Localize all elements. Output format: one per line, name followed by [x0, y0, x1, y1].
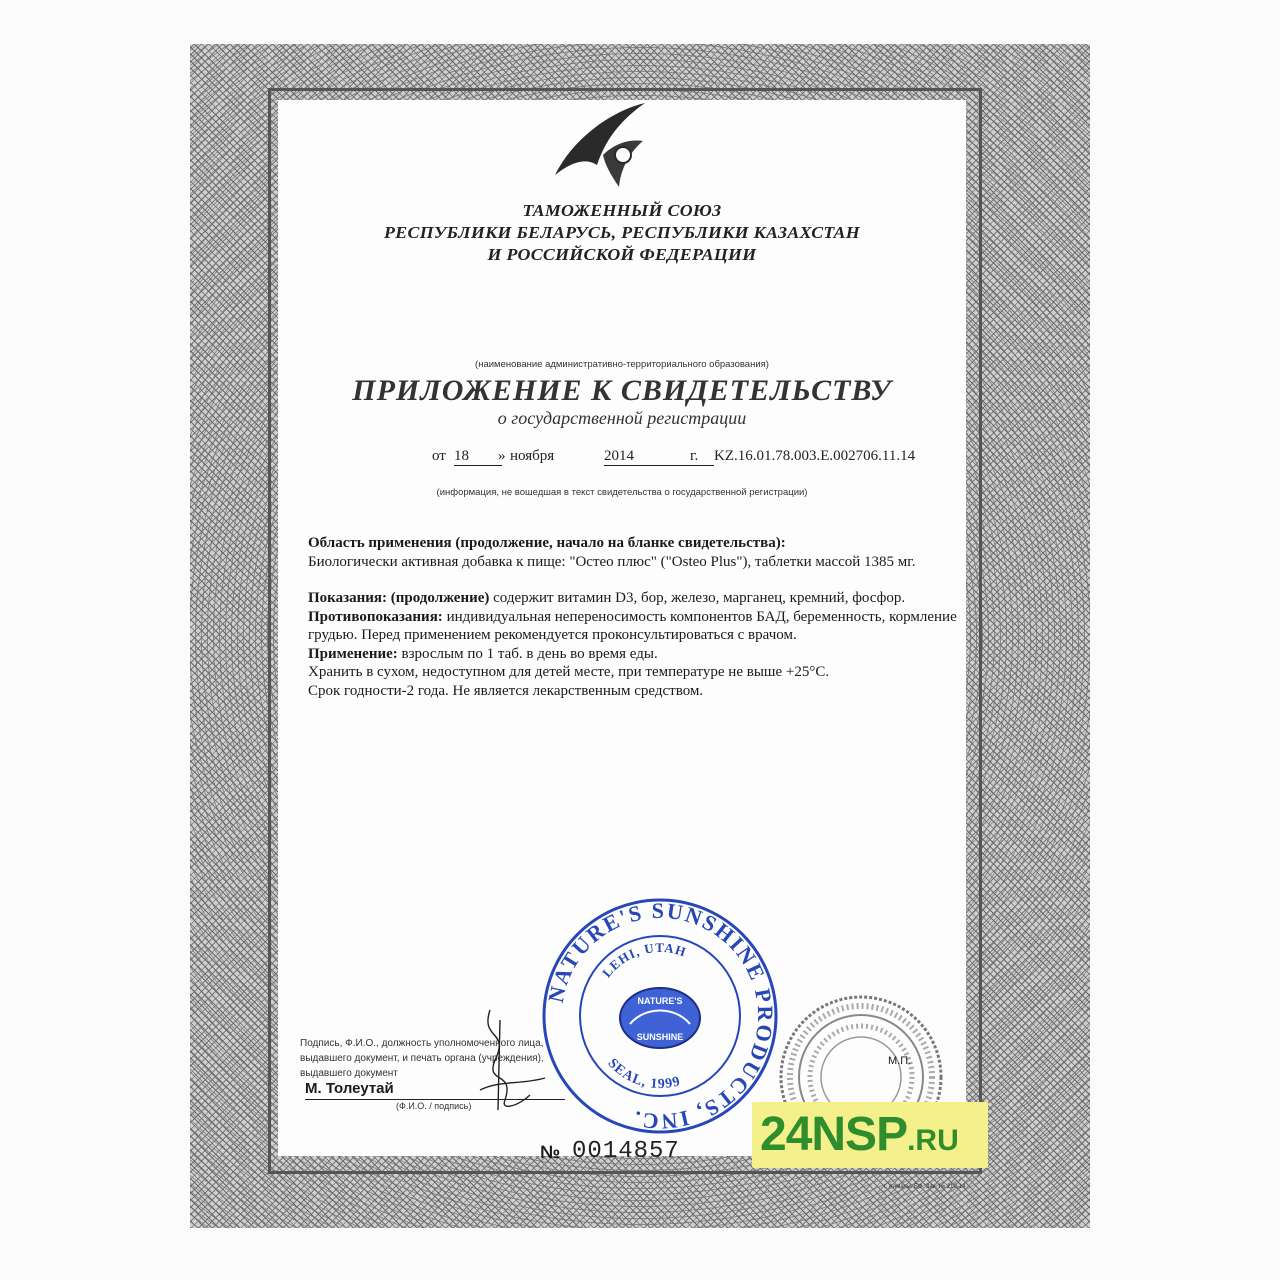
info-caption: (информация, не вошедшая в текст свидетельства о государственной регистрации) — [436, 487, 808, 498]
watermark-domain: .RU — [907, 1124, 959, 1157]
date-year: 2014 — [604, 448, 714, 466]
company-seal-icon — [540, 896, 780, 1136]
seal-inner-top: LEHI, UTAH — [598, 939, 689, 981]
date-month: ноября — [510, 448, 555, 464]
customs-union-emblem-icon — [545, 95, 655, 205]
document-title: ПРИЛОЖЕНИЕ К СВИДЕТЕЛЬСТВУ — [352, 374, 892, 407]
indications-label: Показания: (продолжение) — [308, 590, 490, 606]
date-quote: » — [498, 448, 506, 464]
document-subtitle: о государственной регистрации — [497, 408, 747, 428]
signer-name: М. Толеутай — [305, 1080, 565, 1100]
seal-inner-bottom: SEAL, 1999 — [604, 1055, 683, 1093]
form-number: 0014857 — [572, 1138, 680, 1165]
issuer-header — [278, 200, 966, 266]
contraindications-text: индивидуальная непереносимость компонентов БАД, беременность, кормление грудью. Перед применением рекомендуется проконсультироваться с врачом. — [308, 608, 957, 643]
shelf-life-text: Срок годности-2 года. Не является лекарственным средством. — [308, 682, 704, 699]
header-line-3: И РОССИЙСКОЙ ФЕДЕРАЦИИ — [487, 245, 757, 264]
stamp-place-label: М.П. — [888, 1055, 912, 1067]
print-footnote: г. Алматы. БФ. Зак. № 210-14 — [884, 1184, 966, 1190]
scope-label: Область применения (продолжение, начало на бланке свидетельства): — [308, 535, 786, 551]
watermark-main: 24NSP — [760, 1108, 908, 1161]
header-line-1: ТАМОЖЕННЫЙ СОЮЗ — [522, 201, 722, 220]
seal-center-bottom: SUNSHINE — [636, 1032, 684, 1042]
usage-label: Применение: — [308, 645, 398, 662]
date-row — [432, 448, 972, 470]
indications-paragraph — [308, 589, 974, 608]
document-body — [308, 534, 974, 700]
admin-caption: (наименование административно-территориального образования) — [475, 359, 769, 370]
registration-number: KZ.16.01.78.003.E.002706.11.14 — [714, 448, 916, 464]
seal-center-top: NATURE'S — [637, 996, 683, 1006]
svg-text:SEAL, 1999 — [605, 1056, 683, 1092]
seal-outer-text: NATURE'S SUNSHINE PRODUCTS, INC. — [542, 897, 779, 1135]
date-prefix: от — [432, 448, 446, 464]
usage-paragraph — [308, 645, 974, 664]
header-line-2: РЕСПУБЛИКИ БЕЛАРУСЬ, РЕСПУБЛИКИ КАЗАХСТАН — [384, 223, 860, 242]
contraindications-paragraph — [308, 608, 974, 645]
fio-caption: (Ф.И.О. / подпись) — [396, 1101, 472, 1111]
scope-text: Биологически активная добавка к пище: "Остео плюс" ("Osteo Plus"), таблетки массой 1385 мг. — [308, 553, 916, 570]
site-watermark — [752, 1102, 988, 1168]
contraindications-label: Противопоказания: — [308, 608, 443, 625]
svg-text:LEHI, UTAH — [599, 940, 689, 980]
form-number-sign: № — [540, 1142, 561, 1162]
indications-text: содержит витамин D3, бор, железо, марганец, кремний, фосфор. — [489, 590, 906, 606]
usage-text: взрослым по 1 таб. в день во время еды. — [397, 645, 658, 662]
storage-text: Хранить в сухом, недоступном для детей месте, при температуре не выше +25°С. — [308, 664, 830, 680]
handwritten-signature-icon — [460, 1000, 550, 1120]
signature-caption: Подпись, Ф.И.О., должность уполномоченного лица, выдавшего документ, и печать органа (учреждения), выдавшего документ — [300, 1038, 544, 1079]
date-g: г. — [690, 448, 699, 464]
date-day: 18 — [454, 448, 502, 466]
